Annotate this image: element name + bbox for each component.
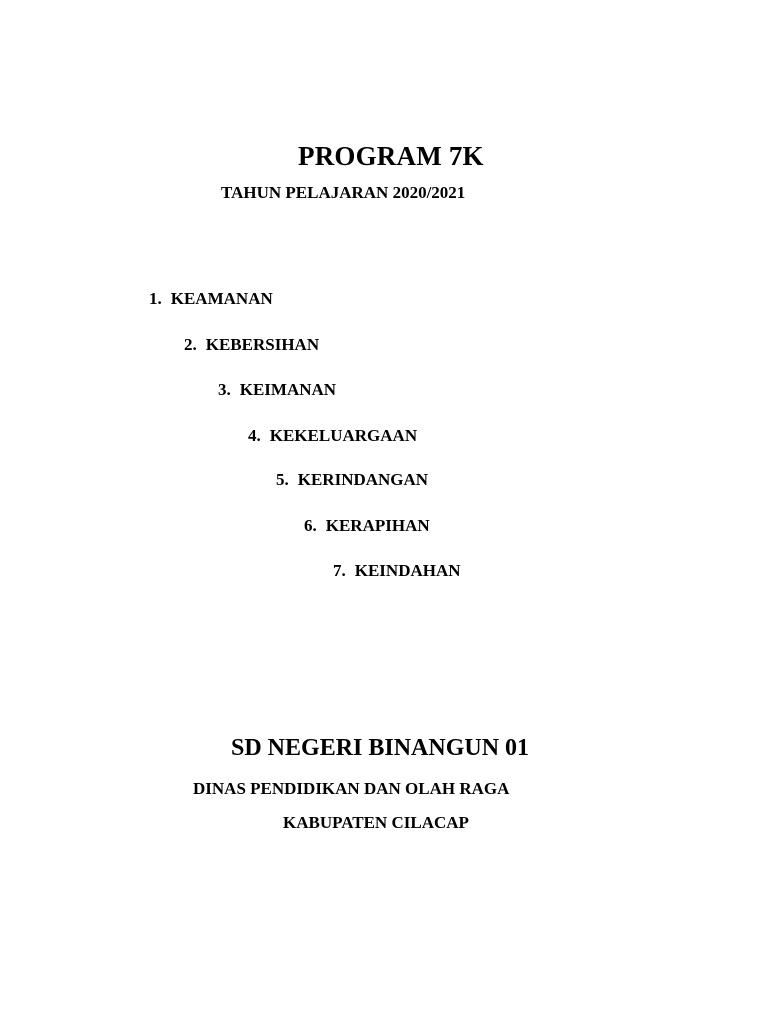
page-title: PROGRAM 7K [298,141,484,171]
list-item-number: 1. [149,289,162,308]
list-item [149,290,273,307]
list-item-label: KERINDANGAN [297,470,429,489]
list-item [333,562,461,579]
list-item-label: KEKELUARGAAN [269,426,418,445]
list-item-number: 5. [276,470,289,489]
list-item-number: 3. [218,380,231,399]
list-item-label: KEINDAHAN [354,561,461,580]
list-item [184,336,319,353]
department-name: DINAS PENDIDIKAN DAN OLAH RAGA [193,779,510,798]
list-item-number: 2. [184,335,197,354]
list-item [218,381,336,398]
regency-name: KABUPATEN CILACAP [283,813,469,832]
list-item-label: KERAPIHAN [325,516,430,535]
list-item-label: KEBERSIHAN [205,335,320,354]
list-item-number: 4. [248,426,261,445]
list-item-label: KEIMANAN [239,380,337,399]
list-item [248,427,417,444]
school-name: SD NEGERI BINANGUN 01 [231,735,530,761]
list-item-number: 7. [333,561,346,580]
academic-year-subtitle: TAHUN PELAJARAN 2020/2021 [221,183,466,202]
list-item [304,517,430,534]
list-item-label: KEAMANAN [170,289,273,308]
list-item-number: 6. [304,516,317,535]
list-item [276,471,428,488]
